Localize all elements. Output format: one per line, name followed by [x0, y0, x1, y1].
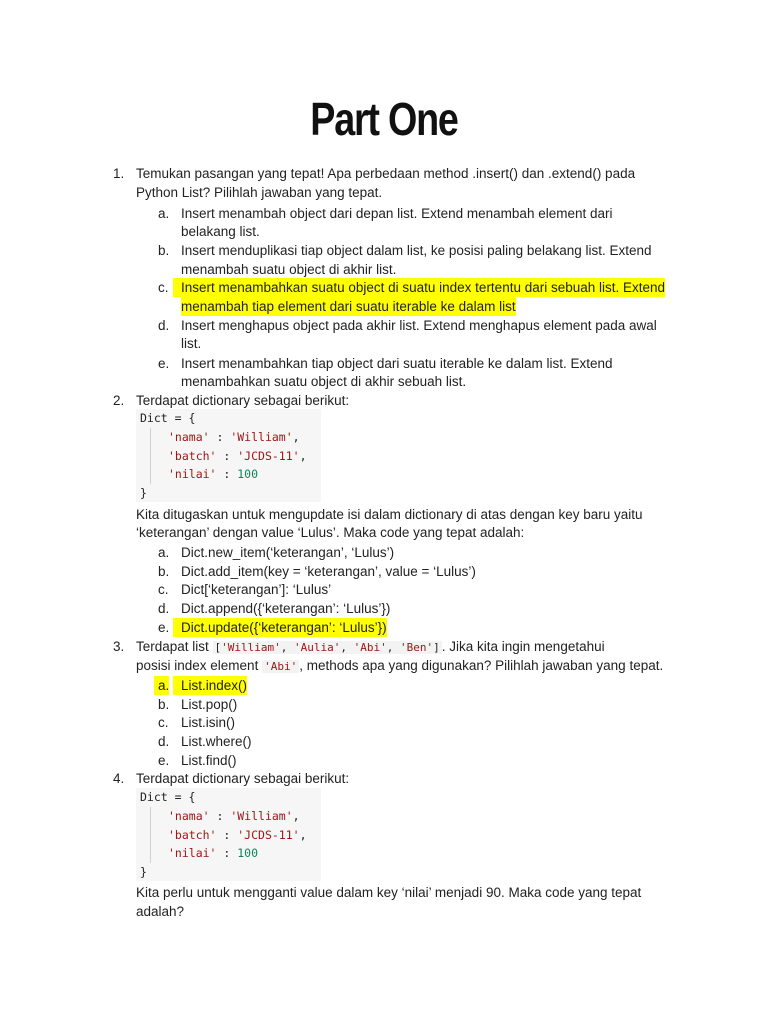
- option-text: Dict[‘keterangan’]: ‘Lulus’: [181, 582, 332, 597]
- option-text: Dict.append({‘keterangan’: ‘Lulus’}): [181, 601, 391, 616]
- option-text: Insert menghapus object pada akhir list. Extend menghapus element pada awal: [181, 318, 657, 333]
- option-text: List.find(): [181, 753, 237, 768]
- option-letter: c.: [158, 582, 169, 597]
- option-text: Insert menduplikasi tiap object dalam list, ke posisi paling belakang list. Extend: [181, 243, 652, 258]
- question-text: Kita ditugaskan untuk mengupdate isi dalam dictionary di atas dengan key baru yaitu: [136, 507, 643, 522]
- option-letter: c.: [158, 280, 169, 295]
- question-text: Temukan pasangan yang tepat! Apa perbedaan method .insert() dan .extend() pada: [136, 166, 636, 181]
- option-letter: a.: [158, 545, 170, 560]
- question-text: Terdapat dictionary sebagai berikut:: [136, 393, 350, 408]
- option-letter: a.: [158, 206, 170, 221]
- option-text-highlighted: List.index(): [173, 676, 247, 695]
- option-text: Insert menambah object dari depan list. Extend menambah element dari: [181, 206, 613, 221]
- option-letter: e.: [158, 356, 170, 371]
- indent-guide: [150, 428, 151, 484]
- option-text: List.isin(): [181, 715, 236, 730]
- option-text: belakang list.: [181, 224, 260, 239]
- question-text: Terdapat dictionary sebagai berikut:: [136, 771, 350, 786]
- option-letter: b.: [158, 564, 170, 579]
- code-line: 'nama' : 'William',: [168, 430, 300, 444]
- question-text: Terdapat list ['William', 'Aulia', 'Abi', 'Ben'] . Jika kita ingin mengetahui: [136, 639, 605, 654]
- option-letter: e.: [158, 753, 170, 768]
- question-text: posisi index element 'Abi' , methods apa yang digunakan? Pilihlah jawaban yang tepat.: [136, 658, 664, 673]
- option-letter: b.: [158, 697, 170, 712]
- option-letter: d.: [158, 318, 170, 333]
- question-text: Kita perlu untuk mengganti value dalam key ‘nilai’ menjadi 90. Maka code yang tepat: [136, 885, 642, 900]
- code-line: 'batch' : 'JCDS-11',: [168, 449, 307, 463]
- option-text: Dict.add_item(key = ‘keterangan’, value = ‘Lulus’): [181, 564, 476, 579]
- option-text-highlighted: Insert menambahkan suatu object di suatu index tertentu dari sebuah list. Extend: [173, 278, 665, 297]
- option-letter: b.: [158, 243, 170, 258]
- question-number: 3.: [113, 639, 125, 654]
- code-line: 'nilai' : 100: [168, 467, 259, 481]
- code-line: 'nilai' : 100: [168, 846, 259, 860]
- indent-guide: [150, 807, 151, 863]
- option-letter: c.: [158, 715, 169, 730]
- code-block: [136, 409, 321, 502]
- option-text: menambahkan suatu object di akhir sebuah list.: [181, 374, 467, 389]
- option-letter-highlighted: a.: [154, 676, 169, 695]
- code-block: [136, 788, 321, 881]
- question-number: 2.: [113, 393, 125, 408]
- question-number: 4.: [113, 771, 125, 786]
- code-line: }: [140, 486, 147, 500]
- question-text: ‘keterangan’ dengan value ‘Lulus’. Maka code yang tepat adalah:: [136, 525, 525, 540]
- option-text-highlighted: Dict.update({‘keterangan’: ‘Lulus’}): [173, 618, 387, 637]
- option-letter: e.: [158, 620, 170, 635]
- option-letter: d.: [158, 601, 170, 616]
- option-text: list.: [181, 336, 202, 351]
- code-line: }: [140, 865, 147, 879]
- code-line: Dict = {: [140, 411, 196, 425]
- code-line: Dict = {: [140, 790, 196, 804]
- option-text: menambah suatu object di akhir list.: [181, 262, 397, 277]
- code-line: 'batch' : 'JCDS-11',: [168, 828, 307, 842]
- code-line: 'nama' : 'William',: [168, 809, 300, 823]
- question-number: 1.: [113, 166, 125, 181]
- question-text: Python List? Pilihlah jawaban yang tepat.: [136, 185, 383, 200]
- option-text: Insert menambahkan tiap object dari suatu iterable ke dalam list. Extend: [181, 356, 613, 371]
- option-text: List.where(): [181, 734, 252, 749]
- option-text-highlighted: menambah tiap element dari suatu iterable ke dalam list: [181, 299, 516, 314]
- option-letter: d.: [158, 734, 170, 749]
- option-text: Dict.new_item(‘keterangan’, ‘Lulus’): [181, 545, 395, 560]
- question-text: adalah?: [136, 904, 185, 919]
- page-title: Part One: [310, 93, 458, 145]
- option-text: List.pop(): [181, 697, 238, 712]
